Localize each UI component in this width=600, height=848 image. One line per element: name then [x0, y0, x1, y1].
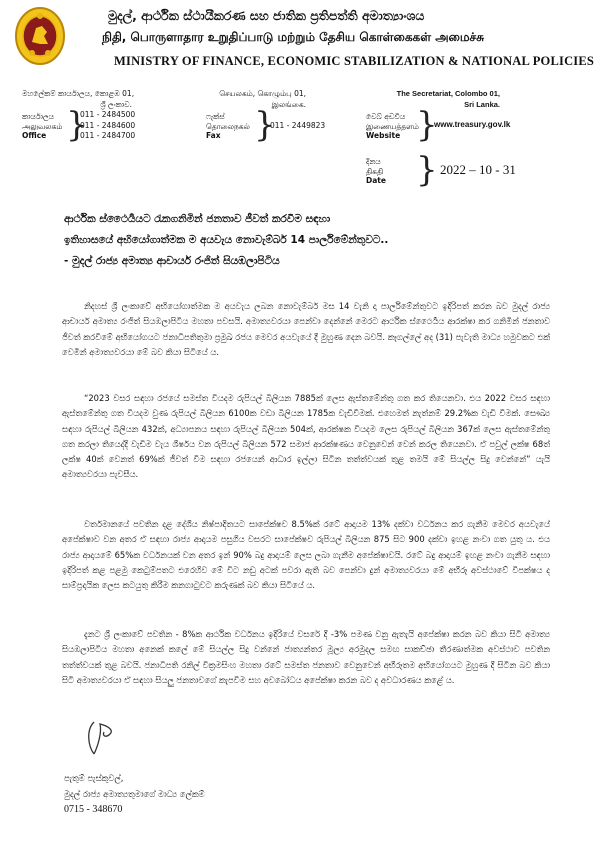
- address-english-line: Sri Lanka.: [464, 100, 500, 109]
- office-label-line: அலுவலகம்: [22, 121, 63, 131]
- paragraph-text: දැනට ශ්‍රී ලංකාවේ පවතින - 8%ක ආර්ථික වර්ධනය ඉදිරියේ වසරේ දී -3% පමණ වනු ඇතැයි අපේක්ෂා කරන බව කියා සිටි අමාත්‍ය සියඹලාපිටිය මහතා අනෙක් කලේ මේ සියල්ල සිදු වන්නේ ජාත්‍යන්තර මූල්‍ය අරමුදල සමඟ සාකච්ඡා තීරණාත්මක අවස්ථාව පවතින තත්ත්වයක් තුළ බවයි. ජනාධිපති රනිල් වික්‍රමසිංහ මහතා රටේ සමස්ත ජනතාව වෙනුවෙන් අභීරූතම අභියෝගයට මුහුණ දී සිටින බව කියා සිටි අමාත්‍යවරයා ඒ සඳහා සියලු ජනතාවගේ කැපවීම සහ අවබෝධය අපේක්ෂා කරන බව ද අවධාරණය කළේ ය.: [62, 629, 550, 685]
- headline-line: ආර්ථික ස්ථෛර්‍යයට රැකගනිමින් ජනතාව ජීවත් කරවීම සඳහා: [64, 213, 331, 225]
- body-paragraph-1: [62, 299, 550, 360]
- date-label-line: දිනය: [366, 157, 381, 166]
- brace-office: }: [66, 105, 88, 145]
- signatory-title: මුදල් රාජ්‍ය අමාත්‍යතුමාගේ මාධ්‍ය ලේකම්: [64, 789, 205, 799]
- handwritten-signature: [84, 716, 124, 760]
- headline-line: - මුදල් රාජ්‍ය අමාත්‍ය ආචාර්ය රංජිත් සියඹලාපිටිය: [64, 255, 280, 267]
- office-label-line: කාර්යාලය: [22, 112, 55, 121]
- brace-date: }: [416, 150, 438, 190]
- office-label: [22, 112, 62, 141]
- address-sinhala-line: මහලේකම් කාර්යාලය, කොළඹ 01,: [22, 89, 135, 98]
- address-tamil: [196, 88, 306, 110]
- website-label: [366, 112, 419, 141]
- signatory-name: පැතුම් පැස්කුවල්,: [64, 773, 124, 783]
- website-link[interactable]: www.treasury.gov.lk: [434, 120, 511, 129]
- press-release-headline: [64, 209, 544, 272]
- address-tamil-line: இலங்கை.: [271, 100, 306, 109]
- address-sinhala-line: ශ්‍රී ලංකාව.: [100, 100, 132, 109]
- office-number: 011 - 2484700: [80, 131, 136, 140]
- body-paragraph-3: [62, 517, 550, 593]
- date-label-line: Date: [366, 176, 386, 185]
- body-paragraph-4: [62, 627, 550, 688]
- website-label-line: இணையத்தளம்: [366, 121, 419, 131]
- paragraph-text: නිදහස් ශ්‍රී ලංකාවේ අභියෝගාත්මක ම අයවැය ලබන නොවැම්බර් මස 14 වැනි දා පාර්ලිමේන්තුවට ඉදිරිපත් කරන බව මුදල් රාජ්‍ය ආචාර්ය අමාත්‍ය රංජිත් සියඹලාපිටිය මහතා පවසයි. අමාත්‍යවරයා පෙන්වා දෙන්නේ මෙරට ආර්ථික ස්ථෛර්‍යය ආරක්ෂා කර ගනිමින් ජනතාව ජීවත් කරවීමේ අභියෝගයට ජනාධිපතිතුමා ප්‍රමුඛ රජය මෙවර අයවැයේ දී මුහුණ දෙන බවයි. කෑගල්ලේ අද (31) පැවැති මාධ්‍ය හමුවකට එක් වෙමින් අමාත්‍යවරයා මේ බව කියා සිටියේ ය.: [62, 301, 550, 357]
- body-paragraph-2: [62, 391, 550, 483]
- paragraph-text: “2023 වසර සඳහා රජයේ සමස්ත වියදම රුපියල් බිලියන 7885ක් ලෙස ඇස්තමේන්තු ගත කර තියෙනවා. එය 2022 වසර සඳහා ඇස්තමේන්තු ගත වියදම වුණ රුපියල් බිලියන 6100ක වඩා බිලියන 1785ක වැඩිවීමක්. එහෙමත් නැත්නම් 29.2%ක වැඩි වීමක්. සෞඛ්‍ය සඳහා රුපියල් බිලියන 432ක්, අධ්‍යාපනය සඳහා රුපියල් බිලියන 504ක්, ආරක්ෂක වියදම ලෙස රුපියල් බිලියන 367ක් ලෙස ඇස්තමේන්තු ගත කරලා තියෙද්දි වැඩිම වැය ශීර්ෂය වන රුපියල් බිලියන 572 සමාජ ආරක්ෂණය වෙනුවෙන් වෙන් කරල තියෙනවා. ඒ පවුල් ලක්ෂ 68ත් ලක්ෂ 40ක් වෙනත් 69%ක් ජීවත් වීම සඳහා රජයෙන් ආධාර ඉල්ලා සිටින තත්ත්වයක් තුළ තමයි මේ සියල්ල සිදු වෙන්නේ” යැයි අමාත්‍යවරයා පැවසීය.: [62, 393, 550, 480]
- fax-label-line: ෆැක්ස්: [206, 112, 225, 121]
- signatory-phone: 0715 - 348670: [64, 804, 123, 815]
- address-english-line: The Secretariat, Colombo 01,: [396, 89, 500, 98]
- fax-label: [206, 112, 250, 141]
- fax-label-line: தொலைநகல்: [206, 121, 250, 131]
- date-label-line: திகதி: [366, 166, 384, 176]
- ministry-title-tamil: நிதி, பொருளாதார உறுதிப்பாடு மற்றும் தேசிய கொள்கைகள் அமைச்சு: [102, 30, 485, 44]
- sri-lanka-emblem-logo: [14, 6, 66, 68]
- office-number: 011 - 2484500: [80, 110, 136, 119]
- website-label-line: Website: [366, 131, 401, 140]
- document-date: 2022 – 10 - 31: [440, 162, 516, 177]
- signature-block: [64, 770, 205, 818]
- paragraph-text: වර්තමානයේ පවතින දළ දේශීය නිෂ්පාදිතයට සාපේක්ෂව 8.5%ක් රටේ ආදායම 13% දක්වා වර්ධනය කර ගැනීම මෙවර අයවැයේ අපේක්ෂාව වන අතර ඒ සඳහා රාජ්‍ය ආදායම පසුගිය වසරට සාපේක්ෂව රුපියල් බිලියන 875 සිට 900 දක්වා ඉහළ නංවා ගත යුතු ය. එය රාජ්‍ය ආදායමේ 65%ක වර්ධනයක් වන අතර ඉන් 90% බදු ආදායම් ලෙස ලබා ගැනීම අපේක්ෂාවයි. රටේ බදු ආදායම් ඉහළ නංවා ගැනීම සඳහා ඉදිරිපත් කළ පළමු කෙටුම්පතට එරෙහිව මේ විට නඩු අටක් පවරා ඇති බව පෙන්වා දුන් අමාත්‍යවරයා මේ අභීරූ අවස්ථාවේ විපක්ෂය ද සාම්ප්‍රදායික ලෙස කටයුතු කිරීම කනගාටුවට කරුණක් බව කියා සිටියේ ය.: [62, 519, 550, 591]
- brace-fax: }: [254, 105, 276, 145]
- date-label: [366, 157, 386, 186]
- brace-website: }: [416, 105, 438, 145]
- headline-line: ඉතිහාසයේ අභියෝගාත්මක ම අයවැය නොවැම්බර් 14 පාර්ලිමේන්තුවට..: [64, 234, 389, 246]
- office-label-line: Office: [22, 131, 47, 140]
- address-tamil-line: செயலகம், கொழும்பு 01,: [219, 89, 306, 98]
- ministry-title-sinhala: මුදල්, ආර්ථික ස්ථායීකරණ සහ ජාතික ප්‍රතිපත්ති අමාත්‍යාංශය: [108, 8, 425, 23]
- fax-number: 011 - 2449823: [270, 121, 326, 130]
- ministry-title-english: MINISTRY OF FINANCE, ECONOMIC STABILIZATION & NATIONAL POLICIES: [114, 54, 595, 68]
- fax-label-line: Fax: [206, 131, 221, 140]
- website-label-line: වෙබ් අඩවිය: [366, 112, 406, 121]
- office-numbers: [80, 110, 135, 142]
- office-number: 011 - 2484600: [80, 120, 136, 130]
